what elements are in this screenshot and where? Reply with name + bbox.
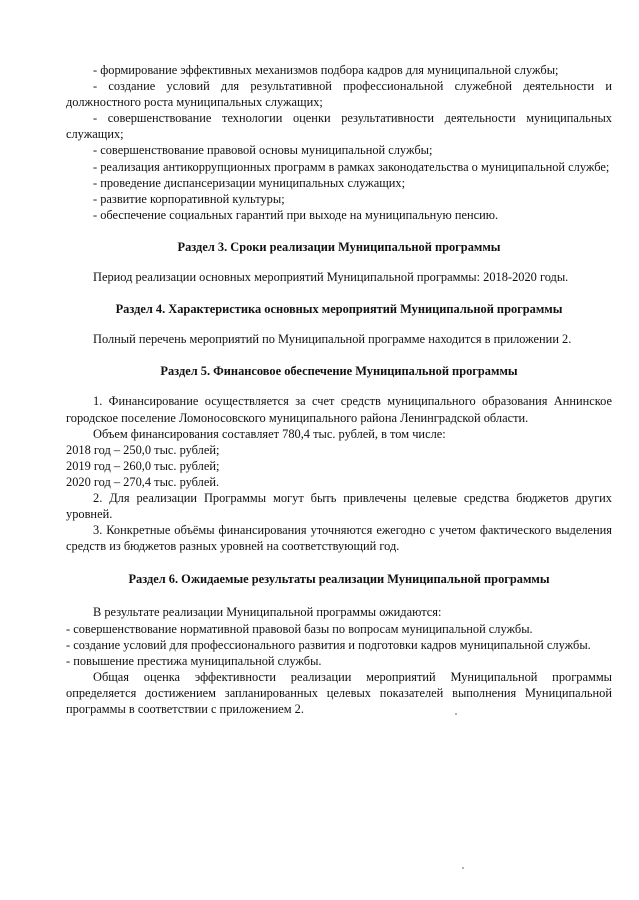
section-5-paragraph-3: 2. Для реализации Программы могут быть привлечены целевые средства бюджетов других уровней. bbox=[66, 490, 612, 522]
document-page bbox=[66, 62, 612, 717]
list-item: - развитие корпоративной культуры; bbox=[93, 191, 285, 206]
section-6-intro: В результате реализации Муниципальной программы ожидаются: bbox=[93, 605, 442, 620]
section-5-paragraph-4: 3. Конкретные объёмы финансирования уточняются ежегодно с учетом фактического выделения средств из бюджетов разных уровней на соответствующий год. bbox=[66, 523, 612, 554]
section-6-heading: Раздел 6. Ожидаемые результаты реализации Муниципальной программы bbox=[128, 572, 550, 587]
list-item: - обеспечение социальных гарантий при выходе на муниципальную пенсию. bbox=[93, 207, 499, 222]
section-3-heading: Раздел 3. Сроки реализации Муниципальной программы bbox=[177, 239, 501, 254]
list-item: - повышение престижа муниципальной службы. bbox=[66, 653, 322, 668]
list-item: - проведение диспансеризации муниципальных служащих; bbox=[93, 175, 406, 190]
list-item: - создание условий для профессионального развития и подготовки кадров муниципальной службы. bbox=[66, 637, 591, 652]
scan-artifact-dot bbox=[455, 713, 457, 715]
section-6-closing: Общая оценка эффективности реализации мероприятий Муниципальной программы определяется достижением запланированных целевых показателей выполнения Муниципальной программы в соответствии с приложением 2. bbox=[66, 669, 612, 716]
list-item: - совершенствование нормативной правовой базы по вопросам муниципальной службы. bbox=[66, 621, 533, 636]
section-5-heading: Раздел 5. Финансовое обеспечение Муниципальной программы bbox=[160, 364, 518, 379]
list-item: - создание условий для результативной профессиональной служебной деятельности и должностного роста муниципальных служащих; bbox=[66, 79, 612, 110]
scan-artifact-dot bbox=[462, 867, 464, 869]
section-4-text: Полный перечень мероприятий по Муниципальной программе находится в приложении 2. bbox=[93, 332, 572, 347]
list-item: - реализация антикоррупционных программ в рамках законодательства о муниципальной службе; bbox=[93, 159, 610, 174]
funding-year-2018: 2018 год – 250,0 тыс. рублей; bbox=[66, 442, 220, 457]
section-3-text: Период реализации основных мероприятий Муниципальной программы: 2018-2020 годы. bbox=[93, 270, 569, 285]
funding-year-2019: 2019 год – 260,0 тыс. рублей; bbox=[66, 458, 220, 473]
list-item: - совершенствование правовой основы муниципальной службы; bbox=[93, 143, 433, 158]
section-5-paragraph-2: Объем финансирования составляет 780,4 тыс. рублей, в том числе: bbox=[93, 426, 446, 441]
section-5-paragraph-1: 1. Финансирование осуществляется за счет средств муниципального образования Аннинское городское поселение Ломоносовского муниципального района Ленинградской области. bbox=[66, 394, 612, 425]
list-item: - формирование эффективных механизмов подбора кадров для муниципальной службы; bbox=[93, 63, 559, 77]
list-item: - совершенствование технологии оценки результативности деятельности муниципальных служащих; bbox=[66, 111, 612, 142]
section-4-heading: Раздел 4. Характеристика основных мероприятий Муниципальной программы bbox=[115, 302, 563, 317]
funding-year-2020: 2020 год – 270,4 тыс. рублей. bbox=[66, 474, 220, 489]
